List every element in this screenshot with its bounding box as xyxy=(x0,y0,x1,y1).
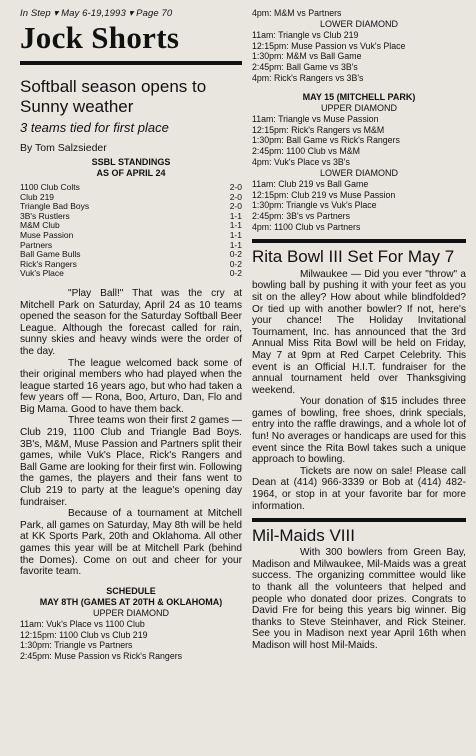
schedule-item: 11am: Vuk's Place vs 1100 Club xyxy=(20,618,145,629)
schedule-item: 12:15pm: Club 219 vs Muse Passion xyxy=(252,189,396,200)
team-record: 0-2 xyxy=(229,249,242,260)
schedule-item: 2:45pm: 3B's vs Partners xyxy=(252,211,350,222)
team-record: 1-1 xyxy=(229,239,242,250)
section-rule xyxy=(252,518,466,522)
team-name: 3B's Rustlers xyxy=(20,210,70,221)
standings-row xyxy=(20,231,242,241)
schedule-title: SCHEDULE xyxy=(106,585,156,596)
lower-diamond-label: LOWER DIAMOND xyxy=(319,18,398,29)
schedule-item: 1:30pm: Triangle vs Vuk's Place xyxy=(252,200,377,211)
lower-diamond-label: LOWER DIAMOND xyxy=(319,167,398,178)
schedule-item: 4pm: Rick's Rangers vs 3B's xyxy=(252,72,364,83)
article-paragraph: Your donation of $15 includes three games of bowling, free shoes, drink specials, entry into the raffle drawings, and a whole lot of fun! No averages or handicaps are used for this event since the Rita Bowl takes such a unique approach to bowling. xyxy=(252,396,466,466)
team-record: 2-0 xyxy=(229,191,242,202)
team-name: Muse Passion xyxy=(20,229,74,240)
article-paragraph: With 300 bowlers from Green Bay, Madison and Milwaukee, Mil-Maids was a great success. The organizing committee would like to thank all the volunteers that helped and people who donated door prizes. Congrats to David Fre for being this years big winner. Big thanks to Steve Steinhaver, and Rick Steiner. See you in Madison next year April 16th when Madison will host Mil-Maids. xyxy=(252,547,466,651)
may15-lower-list xyxy=(252,179,466,233)
softball-byline: By Tom Salzsieder xyxy=(20,142,107,154)
team-record: 1-1 xyxy=(229,210,242,221)
masthead-title: Jock Shorts xyxy=(20,20,180,55)
team-name: Vuk's Place xyxy=(20,268,64,279)
standings-table xyxy=(20,183,242,279)
team-name: Triangle Bad Boys xyxy=(20,201,90,212)
article-paragraph: Tickets are now on sale! Please call Dean at (414) 966-3339 or Bob at (414) 482-1964, or stop in at your favorite bar for more information. xyxy=(252,465,466,512)
may8-upper-cont xyxy=(252,8,466,19)
softball-deck: 3 teams tied for first place xyxy=(20,120,169,135)
team-name: Rick's Rangers xyxy=(20,258,77,269)
team-name: Ball Game Bulls xyxy=(20,249,81,260)
team-record: 0-2 xyxy=(229,268,242,279)
schedule-item: 11am: Club 219 vs Ball Game xyxy=(252,178,369,189)
schedule-item: 11am: Triangle vs Club 219 xyxy=(252,29,359,40)
upper-diamond-label: UPPER DIAMOND xyxy=(320,102,397,113)
team-record: 2-0 xyxy=(229,201,242,212)
team-record: 2-0 xyxy=(229,182,242,192)
article-paragraph: The league welcomed back some of their original members who had played when the league started 16 years ago, but who had taken a few years off — Rona, Boo, Arturo, Dan, Flo and Big Mama. Good to have them back. xyxy=(20,357,242,415)
softball-headline: Softball season opens to Sunny weather xyxy=(20,77,207,116)
team-record: 1-1 xyxy=(229,220,242,231)
running-header: In Step ▾ May 6-19,1993 ▾ Page 70 xyxy=(20,8,173,19)
may8-lower-list xyxy=(252,30,466,84)
may15-title: MAY 15 (MITCHELL PARK) xyxy=(302,91,416,102)
may8-upper-list xyxy=(20,619,242,662)
upper-diamond-label: UPPER DIAMOND xyxy=(92,607,169,618)
schedule-item: 1:30pm: M&M vs Ball Game xyxy=(252,51,362,62)
schedule-item: 4pm: M&M vs Partners xyxy=(252,8,342,18)
schedule-item: 12:15pm: Rick's Rangers vs M&M xyxy=(252,124,385,135)
schedule-item: 12:15pm: 1100 Club vs Club 219 xyxy=(20,629,148,640)
team-name: Club 219 xyxy=(20,191,55,202)
softball-article-body xyxy=(20,288,242,578)
team-name: Partners xyxy=(20,239,53,250)
milmaids-article-body xyxy=(252,547,466,651)
right-column xyxy=(252,8,466,652)
article-paragraph: Milwaukee — Did you ever "throw" a bowling ball by pushing it with your feet as you sit on the alley? How about while blindfolded? Or tied up with another bowler? If not, here's your chance! The Holiday Invitational Tournament, Inc. has announced that the 3rd Annual Miss Rita Bowl will be held on Friday, May 7 at 9pm at Red Carpet Celebrity. This event is an Official H.I.T. fundraiser for the annual tournament held over Thanksgiving weekend. xyxy=(252,268,466,396)
team-name: 1100 Club Colts xyxy=(20,182,80,192)
schedule-may8-title: MAY 8TH (GAMES AT 20TH & OKLAHOMA) xyxy=(39,596,223,607)
article-paragraph: Because of a tournament at Mitchell Park, all games on Saturday, May 8th will be held at KK Sports Park, 20th and Oklahoma. All other games this year will be at Mitchell Park (behind the Domes). Come on out and cheer for your favorite team. xyxy=(20,508,242,578)
team-record: 1-1 xyxy=(229,229,242,240)
may15-upper-list xyxy=(252,114,466,168)
left-column xyxy=(20,8,242,662)
rita-headline: Rita Bowl III Set For May 7 xyxy=(252,246,455,266)
schedule-item: 11am: Triangle vs Muse Passion xyxy=(252,113,379,124)
article-paragraph: "Play Ball!" That was the cry at Mitchell Park on Saturday, April 24 as 10 teams opened the season for the Saturday Softball Beer League. Although the forecast called for rain, sunny skies and heavy winds were the order of the day. xyxy=(20,287,242,357)
masthead-rule xyxy=(20,61,242,65)
schedule-item: 1:30pm: Triangle vs Partners xyxy=(20,640,133,651)
schedule-item: 2:45pm: Ball Game vs 3B's xyxy=(252,62,358,73)
standings-row xyxy=(20,269,242,279)
schedule-item: 2:45pm: Muse Passion vs Rick's Rangers xyxy=(20,651,183,662)
schedule-item: 12:15pm: Muse Passion vs Vuk's Place xyxy=(252,40,406,51)
team-name: M&M Club xyxy=(20,220,60,231)
standings-title: SSBL STANDINGS xyxy=(91,157,171,167)
schedule-item: 2:45pm: 1100 Club vs M&M xyxy=(252,146,360,157)
schedule-item: 4pm: 1100 Club vs Partners xyxy=(252,221,361,232)
standings-subtitle: AS OF APRIL 24 xyxy=(96,168,166,178)
section-rule xyxy=(252,239,466,243)
article-paragraph: Three teams won their first 2 games — Club 219, 1100 Club and Triangle Bad Boys. 3B's, M&M, Muse Passion and Partners split their games, while Vuk's Place, Rick's Rangers and Ball Game are looking for their first win. Following the games, the players and their fans went to Club 219 to party at the league's opening day fundraiser. xyxy=(20,415,242,508)
team-record: 0-2 xyxy=(229,258,242,269)
schedule-item: 1:30pm: Ball Game vs Rick's Rangers xyxy=(252,135,400,146)
rita-article-body xyxy=(252,269,466,512)
schedule-item: 4pm: Vuk's Place vs 3B's xyxy=(252,156,350,167)
milmaids-headline: Mil-Maids VIII xyxy=(252,526,355,546)
